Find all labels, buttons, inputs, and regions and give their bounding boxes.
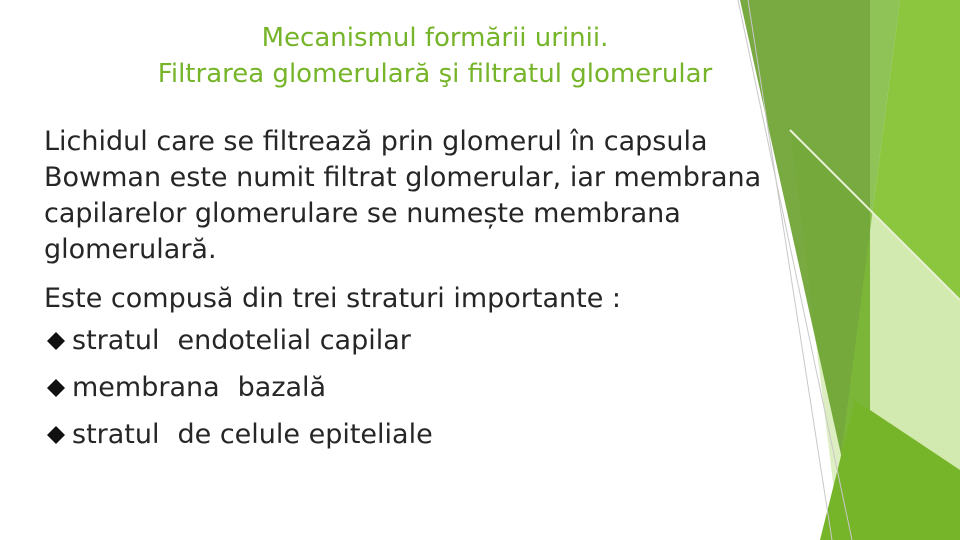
layers-list <box>44 323 784 453</box>
list-item-label: membrana <box>72 372 220 403</box>
title-line-1: Mecanismul formării urinii. <box>261 23 609 53</box>
list-item-label: stratul <box>72 419 160 450</box>
list-item-label: bazală <box>237 372 327 403</box>
diamond-bullet-icon <box>46 378 66 398</box>
list-item-label: stratul <box>72 325 160 356</box>
diamond-bullet-icon <box>46 425 66 445</box>
paragraph-layers-intro: Este compusă din trei straturi importante : <box>44 283 622 314</box>
diamond-bullet-icon <box>46 331 66 351</box>
list-item <box>44 370 784 406</box>
paragraph-definition: Lichidul care se filtrează prin glomerul în capsula Bowman este numit filtrat glomerular, iar membrana capilarelor glomerulare se numește membrana glomerulară. <box>44 126 762 265</box>
list-item-label: de celule epiteliale <box>177 419 433 450</box>
list-item <box>44 417 784 453</box>
slide-body <box>44 124 784 453</box>
list-item <box>44 323 784 359</box>
list-item-label: endotelial capilar <box>177 325 411 356</box>
slide-title <box>40 20 830 92</box>
title-line-2: Filtrarea glomerulară şi filtratul glomerular <box>157 59 713 89</box>
